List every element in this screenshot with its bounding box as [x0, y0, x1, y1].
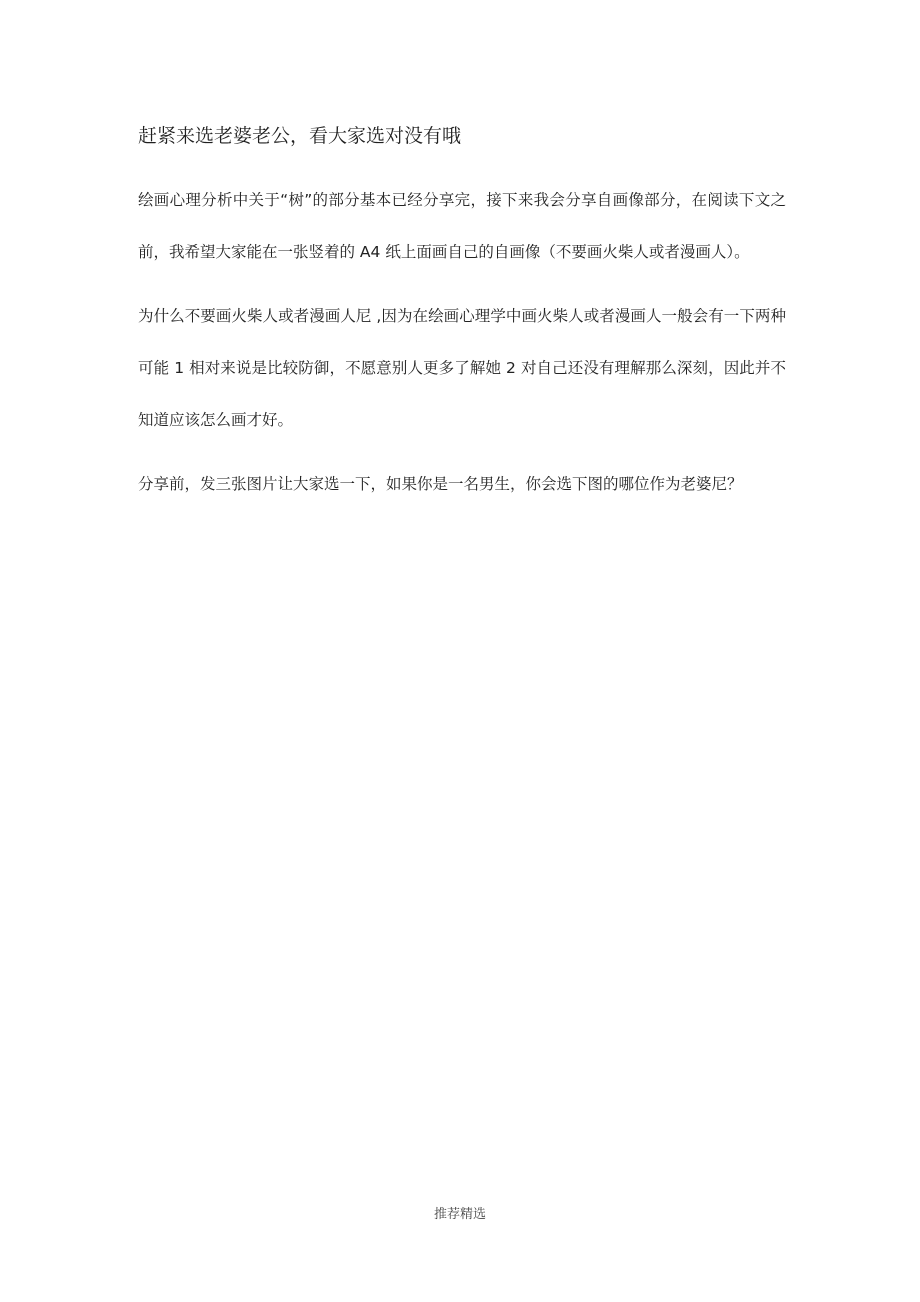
- paragraph-intro: 绘画心理分析中关于“树”的部分基本已经分享完，接下来我会分享自画像部分，在阅读下文之前，我希望大家能在一张竖着的 A4 纸上面画自己的自画像（不要画火柴人或者漫画人）。: [138, 191, 786, 261]
- paragraph-explanation: 为什么不要画火柴人或者漫画人尼 ,因为在绘画心理学中画火柴人或者漫画人一般会有一下两种可能 1 相对来说是比较防御，不愿意别人更多了解她 2 对自己还没有理解那么深刻，因此并不知道应该怎么画才好。: [138, 307, 786, 429]
- document-body: [138, 118, 786, 522]
- document-title: 赶紧来选老婆老公，看大家选对没有哦: [138, 125, 462, 147]
- page-footer: 推荐精选: [433, 1207, 486, 1222]
- paragraph-question: 分享前，发三张图片让大家选一下，如果你是一名男生，你会选下图的哪位作为老婆尼？: [138, 475, 743, 493]
